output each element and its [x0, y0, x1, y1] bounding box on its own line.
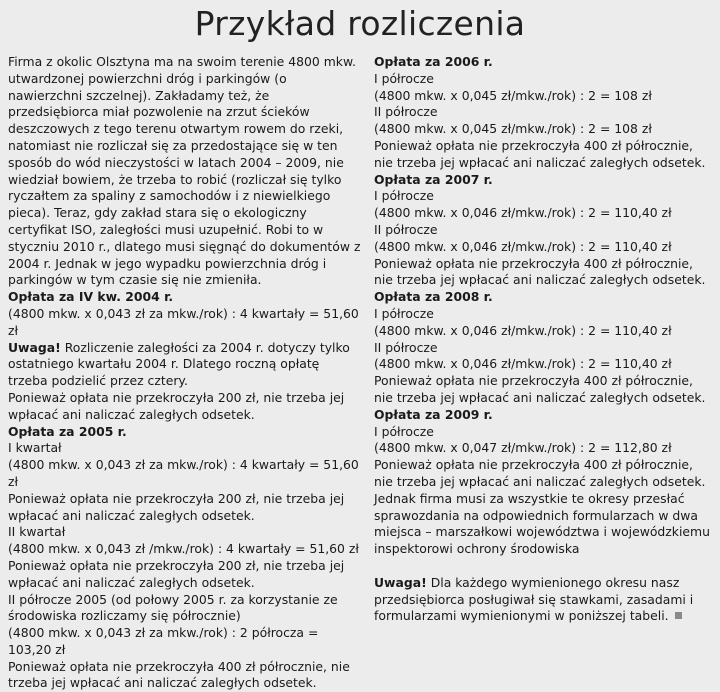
calc-2007-h1: (4800 mkw. x 0,046 zł/mkw./rok) : 2 = 110,40 zł	[374, 205, 672, 221]
period-label: II kwartał	[8, 524, 66, 540]
heading-2007: Opłata za 2007 r.	[374, 171, 493, 187]
calc-2009-h1: (4800 mkw. x 0,047 zł/mkw./rok) : 2 = 112,80 zł	[374, 440, 672, 456]
heading-2006: Opłata za 2006 r.	[374, 54, 493, 69]
period-label: I półrocze	[374, 423, 434, 439]
threshold-note: Ponieważ opłata nie przekroczyła 200 zł, nie trzeba jej wpłacać ani naliczać zaległych odsetek.	[8, 389, 345, 422]
heading-2008: Opłata za 2008 r.	[374, 289, 493, 305]
heading-2009: Opłata za 2009 r.	[374, 406, 493, 422]
calc-2008-h1: (4800 mkw. x 0,046 zł/mkw./rok) : 2 = 110,40 zł	[374, 322, 672, 338]
calc-2004: (4800 mkw. x 0,043 zł za mkw./rok) : 4 kwartały = 51,60 zł	[8, 305, 359, 338]
note-label: Uwaga!	[8, 339, 61, 355]
period-label: I półrocze	[374, 70, 434, 86]
closing-paragraph: Jednak firma musi za wszystkie te okresy przesłać sprawozdania na odpowiednich formularzach w dwa miejsca – marszałkowi województwa i wojewódzkiemu inspektorowi ochrony środowiska	[374, 490, 710, 557]
note-text: Rozliczenie zaległości za 2004 r. dotyczy tylko ostatniego kwartału 2004 r. Dlatego roczną opłatę trzeba podzielić przez cztery.	[8, 339, 350, 389]
right-column	[374, 54, 714, 625]
heading-2005: Opłata za 2005 r.	[8, 423, 127, 439]
note-2004	[8, 340, 361, 390]
calc-2005-q2: (4800 mkw. x 0,043 zł /mkw./rok) : 4 kwartały = 51,60 zł	[8, 541, 359, 557]
threshold-note: Ponieważ opłata nie przekroczyła 200 zł, nie trzeba jej wpłacać ani naliczać zaległych odsetek.	[8, 490, 345, 523]
note-text: Dla każdego wymienionego okresu nasz przedsiębiorca posługiwał się stawkami, zasadami i formularzami wymienionymi w poniższej tabeli.	[374, 574, 694, 624]
period-label: I półrocze	[374, 305, 434, 321]
note-label: Uwaga!	[374, 574, 427, 590]
threshold-note: Ponieważ opłata nie przekroczyła 400 zł półrocznie, nie trzeba jej wpłacać ani naliczać zaległych odsetek.	[374, 457, 706, 489]
threshold-note: Ponieważ opłata nie przekroczyła 400 zł półrocznie, nie trzeba jej wpłacać ani naliczać zaległych odsetek.	[374, 137, 706, 170]
calc-2005-q1: (4800 mkw. x 0,043 zł za mkw./rok) : 4 kwartały = 51,60 zł	[8, 457, 359, 489]
threshold-note: Ponieważ opłata nie przekroczyła 400 zł półrocznie, nie trzeba jej wpłacać ani naliczać zaległych odsetek.	[374, 255, 706, 288]
period-label: II półrocze	[374, 221, 438, 237]
period-label: II półrocze 2005 (od połowy 2005 r. za korzystanie ze środowiska rozliczamy się półrocznie)	[8, 591, 338, 624]
calc-2005-h2: (4800 mkw. x 0,043 zł za mkw./rok) : 2 półrocza = 103,20 zł	[8, 625, 319, 657]
calc-2007-h2: (4800 mkw. x 0,046 zł/mkw./rok) : 2 = 110,40 zł	[374, 238, 672, 254]
period-label: II półrocze	[374, 104, 438, 120]
threshold-note: Ponieważ opłata nie przekroczyła 400 zł półrocznie, nie trzeba jej wpłacać ani naliczać zaległych odsetek.	[374, 373, 706, 405]
final-note	[374, 575, 714, 625]
period-label: I kwartał	[8, 440, 62, 456]
threshold-note: Ponieważ opłata nie przekroczyła 400 zł półrocznie, nie trzeba jej wpłacać ani naliczać zaległych odsetek.	[8, 658, 350, 691]
calc-2008-h2: (4800 mkw. x 0,046 zł/mkw./rok) : 2 = 110,40 zł	[374, 356, 672, 372]
period-label: II półrocze	[374, 339, 438, 355]
calc-2006-h1: (4800 mkw. x 0,045 zł/mkw./rok) : 2 = 108 zł	[374, 87, 652, 103]
page-title: Przykład rozliczenia	[194, 4, 526, 43]
period-label: I półrocze	[374, 188, 434, 204]
calc-2006-h2: (4800 mkw. x 0,045 zł/mkw./rok) : 2 = 108 zł	[374, 121, 652, 137]
end-mark-icon	[675, 612, 682, 619]
left-column	[8, 54, 361, 692]
threshold-note: Ponieważ opłata nie przekroczyła 200 zł, nie trzeba jej wpłacać ani naliczać zaległych odsetek.	[8, 557, 345, 590]
intro-paragraph: Firma z okolic Olsztyna ma na swoim terenie 4800 mkw. utwardzonej powierzchni dróg i parkingów (o nawierzchni szczelnej). Zakładamy też, że przedsiębiorca miał pozwolenie na zrzut ścieków deszczowych z tego terenu otwartym rowem do rzeki, natomiast nie rozliczał się za przedostające się w ten sposób do wód nieczystości w latach 2004 – 2009, nie wiedział bowiem, że trzeba to robić (rozliczał się tylko ryczałtem za spaliny z samochodów i z niewielkiego pieca). Teraz, gdy zakład stara się o ekologiczny certyfikat ISO, zaległości musi uzupełnić. Robi to w styczniu 2010 r., dlatego musi sięgnąć do dokumentów z 2004 r. Jednak w jego wypadku powierzchnia dróg i parkingów w tym czasie się nie zmieniła.	[8, 54, 361, 288]
heading-2004: Opłata za IV kw. 2004 r.	[8, 289, 174, 305]
spacer	[374, 558, 714, 575]
